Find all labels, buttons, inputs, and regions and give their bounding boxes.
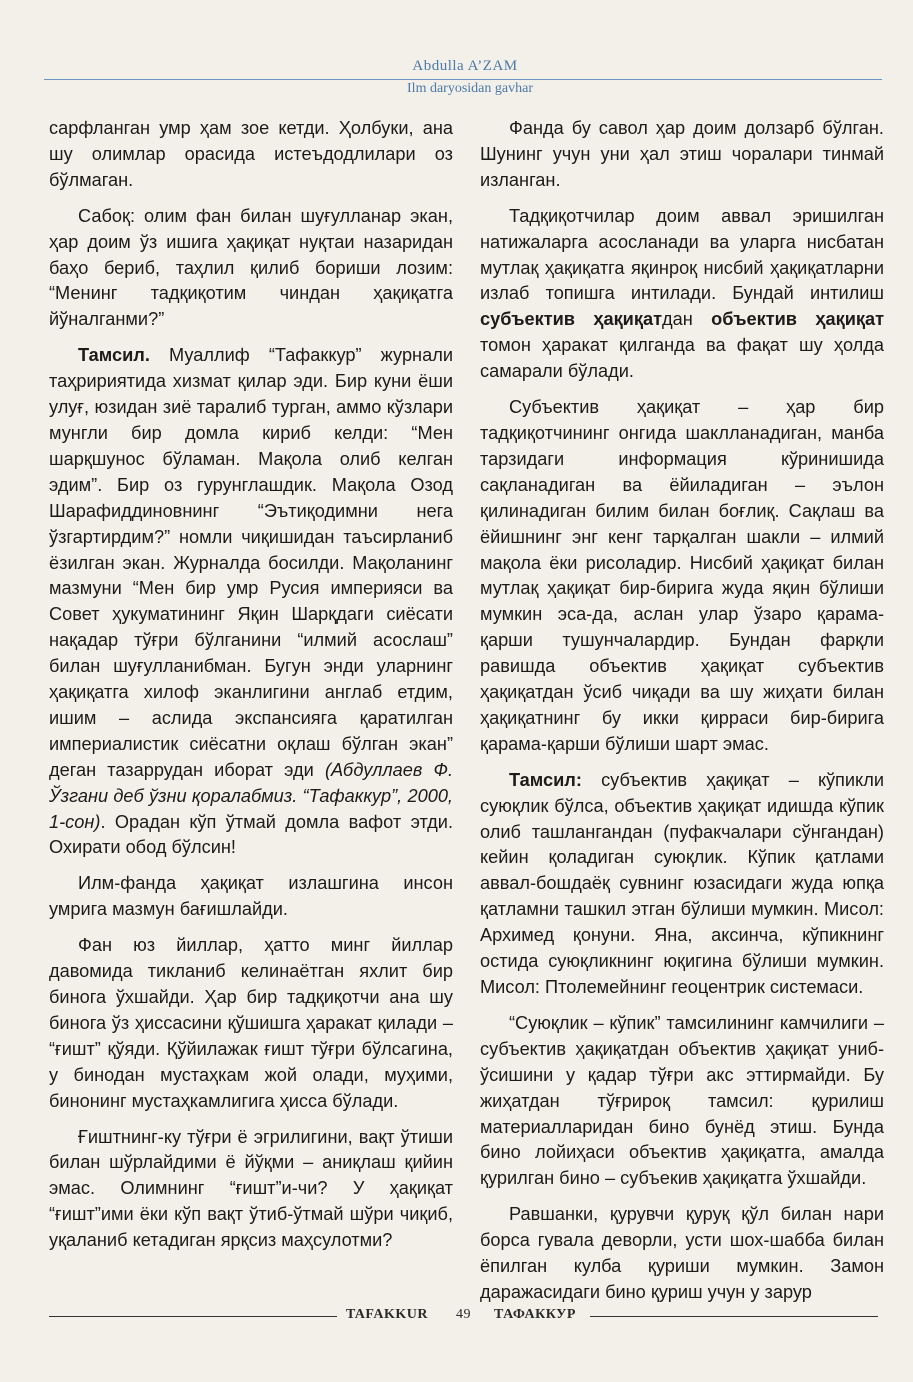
- paragraph-text: Тадқиқотчилар доим аввал эришилган натижаларга асосланади ва уларга нисбатан мутлақ ҳақиқатга яқинроқ нисбий ҳақиқатларни излаб топишга интилади. Бундай интилиш: [480, 205, 884, 304]
- paragraph-text: дан: [661, 309, 712, 330]
- paragraph-text: . Орадан кўп ўтмай домла вафот этди. Охирати обод бўлсин!: [49, 811, 453, 858]
- paragraph-text: субъектив ҳақиқат – кўпикли суюқлик бўлса, объектив ҳақиқат идишда кўпик олиб ташлангандан (пуфакчалари сўнгандан) кейин қоладиган суюқлик. Кўпик қатлами аввал-бошдаёқ сувнинг юзасидаги жуда юпқа қатламни ташкил этган бўлиши мумкин. Мисол: Архимед қонуни. Яна, аксинча, кўпикнинг остида суюқликнинг юқигина бўлиши мумкин. Мисол: Птолемейнинг геоцентрик системаси.: [480, 769, 884, 997]
- citation: (Абдуллаев Ф. Ўзгани деб ўзни қоралабмиз. “Тафаккур”, 2000, 1-сон): [49, 759, 453, 832]
- paragraph: “Суюқлик – кўпик” тамсилининг камчилиги – субъектив ҳақиқатдан объектив ҳақиқат униб-ўсишини у қадар тўғри акс эттирмайди. Бу жиҳатдан тўғрироқ тамсил: қурилиш материалларидан бино бунёд этиш. Бунда бино лойиҳаси объектив ҳақиқатга, амалда қурилган бино – субъекив ҳақиқатга ўхшайди.: [480, 1012, 884, 1189]
- paragraph: Равшанки, қурувчи қуруқ қўл билан нари борса гувала деворли, усти шох-шабба билан ёпилган кулба қуриши мумкин. Замон даражасидаги бино қуриш учун у зарур: [480, 1204, 884, 1302]
- paragraph: [49, 343, 453, 861]
- paragraph: Субъектив ҳақиқат – ҳар бир тадқиқотчининг онгида шаклланадиган, манба тарзидаги информация кўринишида сақланадиган ва ёйиладиган – эълон қилинадиган билим билан боғлиқ. Сақлаш ва ёйишнинг энг кенг тарқалган шакли – илмий мақола ёки рисоладир. Нисбий ҳақиқат билан мутлақ ҳақиқат бир-бирига жуда яқин бўлиши мумкин эса-да, аслан улар ўзаро қарама-қарши тушунчалардир. Бундан фарқли равишда объектив ҳақиқат субъектив ҳақиқатдан ўсиб чиқади ва шу жиҳати билан ҳақиқатнинг бу икки қирраси бир-бирига қарама-қарши бўлиши шарт эмас.: [480, 397, 884, 754]
- emphasis-term: объектив ҳақиқат: [711, 309, 884, 330]
- footer-rule-right: [590, 1316, 878, 1317]
- left-column: [49, 116, 453, 1264]
- footer-label-cyrillic: ТАФАККУР: [494, 1307, 576, 1322]
- paragraph-text: томон ҳаракат қилганда ва фақат шу ҳолда самарали бўлади.: [480, 335, 884, 382]
- paragraph-lead: Тамсил:: [509, 769, 582, 790]
- paragraph: Фан юз йиллар, ҳатто минг йиллар давомида тикланиб келинаётган яхлит бир бинога ўхшайди. Ҳар бир тадқиқотчи ана шу бинога ўз ҳиссасини қўшишга ҳаракат қилади – “ғишт” қўяди. Қўйилажак ғишт тўғри бўлсагина, у бинодан мустаҳкам жой олади, муҳими, бинонинг мустаҳкамлигига ҳисса бўлади.: [49, 935, 453, 1111]
- paragraph-text: Муаллиф “Тафаккур” журнали таҳририятида хизмат қилар эди. Бир куни ёши улуғ, юзидан зиё таралиб турган, аммо кўзлари мунгли бир домла кириб келди: “Мен шарқшунос бўламан. Мақола олиб келган эдим”. Бир оз гурунглашдик. Мақола Озод Шарафиддиновнинг “Эътиқодимни нега ўзгартирдим?” номли чиқишидан таъсирланиб ёзилган экан. Журналда босилди. Мақоланинг мазмуни “Мен бир умр Русия империяси ва Совет ҳукуматининг Яқин Шарқдаги сиёсати нақадар тўғри бўлганини “илмий асослаш” билан шуғулланибман. Бугун энди уларнинг ҳақиқатга хилоф эканлигини англаб етдим, ишим – аслида экспансияга қаратилган империалистик сиёсатни оқлаш бўлган экан” деган тазаррудан иборат эди: [49, 345, 453, 780]
- header-subtitle: Ilm daryosidan gavhar: [407, 81, 533, 96]
- emphasis-term: субъектив ҳақиқат: [480, 309, 662, 330]
- paragraph: Фанда бу савол ҳар доим долзарб бўлган. Шунинг учун уни ҳал этиш чоралари тинмай изланган.: [480, 118, 884, 190]
- paragraph: [480, 768, 884, 1001]
- paragraph: сарфланган умр ҳам зое кетди. Ҳолбуки, ана шу олимлар орасида истеъдодлилари оз бўлмаган.: [49, 118, 453, 190]
- paragraph: [480, 204, 884, 385]
- header-rule: [44, 79, 882, 80]
- paragraph-lead: Тамсил.: [78, 345, 150, 366]
- page-number: 49: [456, 1307, 471, 1322]
- footer-label-latin: TAFAKKUR: [346, 1307, 429, 1322]
- footer-rule-left: [49, 1316, 337, 1317]
- right-column: [480, 116, 884, 1316]
- paragraph: Ғиштнинг-ку тўғри ё эгрилигини, вақт ўтиши билан шўрлайдими ё йўқми – аниқлаш қийин эмас. Олимнинг “ғишт”и-чи? У ҳақиқат “ғишт”ими ёки кўп вақт ўтиб-ўтмай шўри чиқиб, уқаланиб кетадиган ярқсиз маҳсулотми?: [49, 1126, 453, 1251]
- header-author: Abdulla A’ZAM: [412, 58, 518, 74]
- paragraph: Сабоқ: олим фан билан шуғулланар экан, ҳар доим ўз ишига ҳақиқат нуқтаи назаридан баҳо бериб, таҳлил қилиб бориши лозим: “Менинг тадқиқотим чиндан ҳақиқатга йўналганми?”: [49, 205, 453, 330]
- page-footer: [0, 1305, 913, 1327]
- paragraph: Илм-фанда ҳақиқат излашгина инсон умрига мазмун бағишлайди.: [49, 873, 453, 920]
